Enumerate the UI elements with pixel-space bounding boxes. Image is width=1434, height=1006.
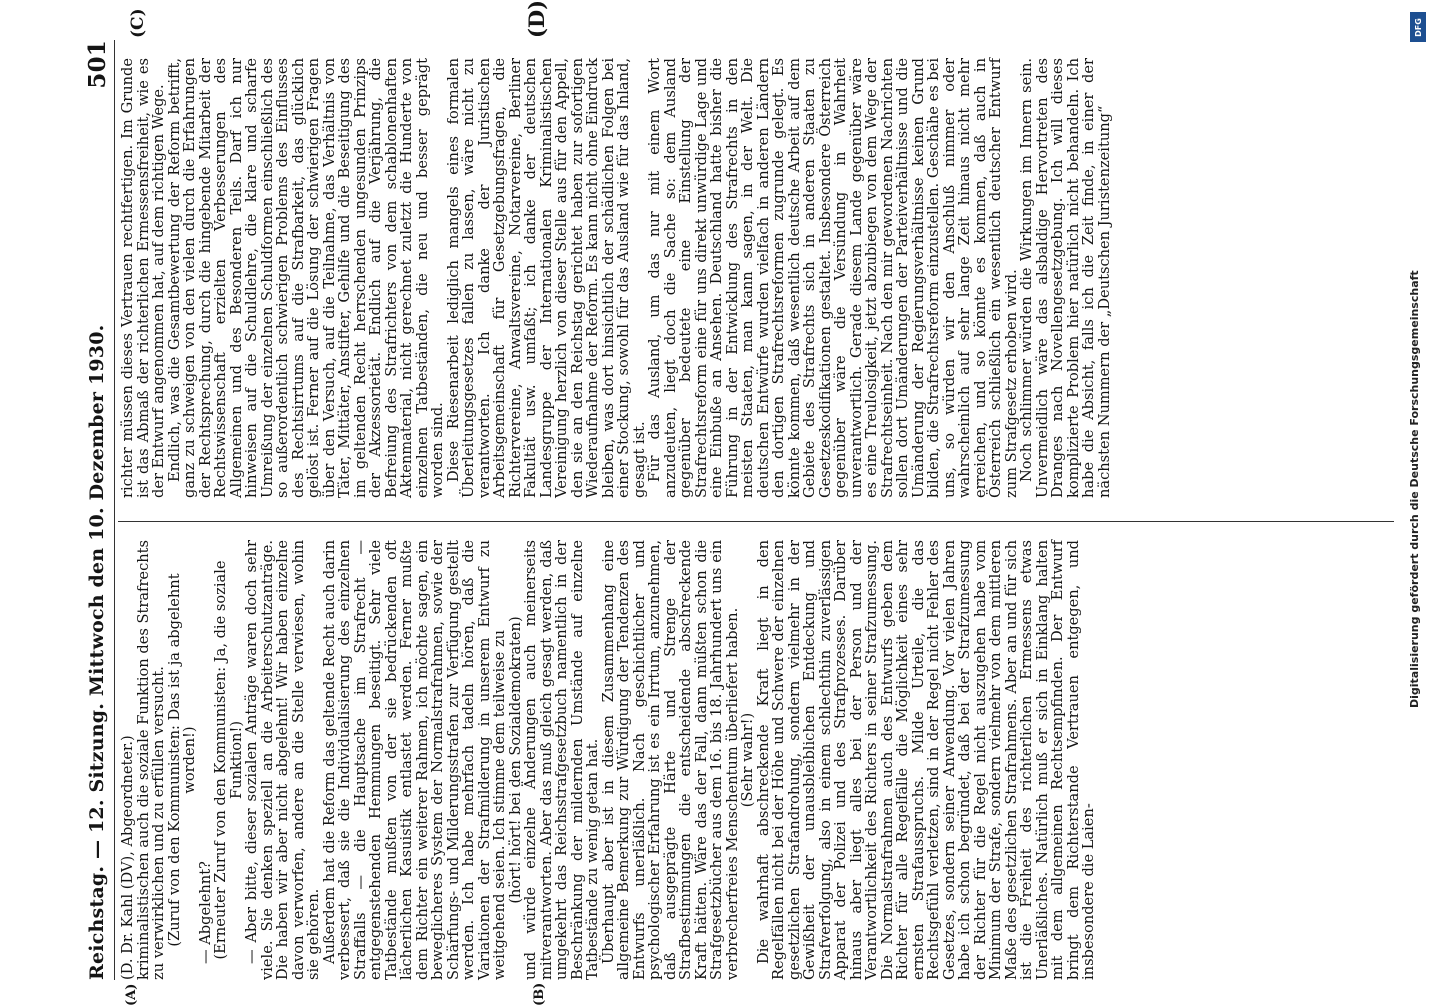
paragraph: — Abgelehnt? (196, 861, 214, 964)
dfg-logo-text: DFG (1413, 17, 1423, 37)
paragraph: Die wahrhaft abschreckende Kraft liegt in den Regelfällen nicht bei der Höhe und Schwere der einzelnen gesetzlichen Strafandrohung, sondern vielmehr in der Gewißheit der unausbleiblichen Entdeckung und Strafverfolgung, also in einem schlechthin zuverlässigen Apparat der Polizei und des Strafprozesses. Darüber hinaus aber liegt alles bei der Person und der Verantwortlichkeit des Richters in seiner Strafzumessung. Die Normalstrafrahmen auch des Entwurfs geben dem Richter für alle Regelfälle die Möglichkeit eines sehr ernsten Strafausspruchs. Milde Urteile, die das Rechtsgefühl verletzen, sind in der Regel nicht Fehler des Gesetzes, sondern seiner Anwendung. Vor vielen Jahren habe ich schon begründet, daß bei der Strafzumessung der Richter für die Regel nicht auszugehen habe vom Minimum der Strafe, sondern vielmehr von dem mittleren Maße des gesetzlichen Strafrahmens. Aber an und für sich ist die Freiheit des richterlichen Ermessens etwas Unerläßliches. Natürlich muß er sich in Einklang halten mit dem allgemeinen Rechtsempfinden. Der Entwurf bringt dem Richterstande Vertrauen entgegen, und insbesondere die Laien- (754, 540, 1097, 980)
column-divider (118, 521, 1394, 522)
margin-marker-c: (C) (128, 8, 148, 38)
margin-marker-b: (B) (532, 982, 547, 1006)
page-number: 501 (84, 40, 111, 89)
header-rule (114, 40, 115, 980)
paragraph: Überhaupt aber ist in diesem Zusammenhang eine allgemeine Bemerkung zur Würdigung der Tendenzen des Entwurfs unerläßlich. Nach geschichtlicher und psychologischer Erfahrung ist es ein Irrtum, anzunehmen, daß ausgeprägte Härte und Strenge der Strafbestimmungen die entscheidende abschreckende Kraft hätten. Wäre das der Fall, dann müßten schon die Strafgesetzbücher aus dem 16. bis 18. Jahrhundert uns ein verbrecherfreies Menschentum überliefert haben. (599, 540, 741, 980)
paragraph: Noch schlimmer würden die Wirkungen im Innern sein. Unvermeidlich wäre das alsbaldige Hervortreten des Dranges nach Novellengesetzgebung. Ich will dieses komplizierte Problem hier natürlich nicht behandeln. Ich habe die Absicht, falls ich die Zeit finde, in einer der nächsten Nummern der „Deutschen Juristenzeitung“ (1018, 58, 1113, 498)
running-header (86, 40, 112, 980)
paragraph: Endlich, was die Gesamtbewertung der Reform betrifft, ganz zu schweigen von den vielen durch die Erfahrungen der Rechtsprechung, durch die hingebende Mitarbeit der Rechtswissenschaft erzielten Verbesserungen des Allgemeinen und des Besonderen Teils. Darf ich nur hinweisen auf die Schuldlehre, die klare und scharfe Umreißung der einzelnen Schuldformen einschließlich des so außerordentlich schwierigen Problems des Einflusses des Rechtsirrtums auf die Strafbarkeit, das glücklich gelöst ist. Ferner auf die Lösung der schwierigen Fragen über den Versuch, auf die Teilnahme, das Verhältnis von Täter, Mittäter, Anstifter, Gehilfe und die Beseitigung des im geltenden Recht herrschenden ungesunden Prinzips der Akzessorietät. Endlich auf die Verjährung, die Befreiung des Strafrichters von dem schablonenhaften Aktenmaterial, nicht gerechnet zuletzt die Hunderte von einzelnen Tatbeständen, die neu und besser geprägt worden sind. (165, 58, 446, 498)
paragraph: — Aber bitte, dieser sozialen Anträge waren doch sehr viele. Sie denken speziell an die Arbeiterschutzanträge. Die haben wir aber nicht abgelehnt! Wir haben einzelne davon verworfen, andere an die Stelle verwiesen, wohin sie gehören. (243, 540, 322, 980)
document-page (80, 0, 1410, 1006)
margin-marker-d: (D) (524, 0, 549, 38)
paragraph: Außerdem hat die Reform das geltende Recht auch darin verbessert, daß sie die Individualisierung des einzelnen Straffalls — die Hauptsache im Strafrecht — entgegenstehenden Hemmungen beseitigt. Sehr viele Tatbestände mußten von der sie bedrückenden oft lächerlichen Kasuistik entlastet werden. Ferner mußte dem Richter ein weiterer Rahmen, ich möchte sagen, ein beweglicheres System der Normalstrafrahmen, sowie der Schärfungs- und Milderungsstrafen zur Verfügung gestellt werden. Ich habe mehrfach tadeln hören, daß die Variationen der Strafmilderung in unserem Entwurf zu weitgehend seien. Ich stimme dem teilweise zu (320, 540, 508, 980)
paragraph: und würde einzelne Änderungen auch meinerseits mitverantworten. Aber das muß gleich gesagt werden, daß umgekehrt das Reichsstrafgesetzbuch namentlich in der Beschränkung der mildernden Umstände auf einzelne Tatbestände zu wenig getan hat. (522, 540, 601, 980)
paragraph: richter müssen dieses Vertrauen rechtfertigen. Im Grunde ist das Abmaß der richterlichen Ermessensfreiheit, wie es der Entwurf angenommen hat, auf dem richtigen Wege. (119, 58, 167, 498)
interjection: (Sehr wahr!) (739, 712, 756, 808)
column-left (120, 540, 1097, 980)
margin-marker-a: (A) (124, 983, 139, 1006)
paragraph: kriminalistischen auch die soziale Funktion des Strafrechts zu verwirklichen und zu erfüllen versucht. (134, 540, 167, 980)
digitization-text: Digitalisierung gefördert durch die Deutsche Forschungsgemeinschaft (1408, 270, 1421, 708)
speaker-line: (D. Dr. Kahl (DV), Abgeordneter.) (119, 735, 136, 980)
interjection: (hört! hört! bei den Sozialdemokraten) (506, 616, 524, 904)
digitization-note (1408, 8, 1428, 988)
header-title: Reichstag. — 12. Sitzung. Mittwoch den 10. Dezember 1930. (86, 324, 108, 980)
column-right (120, 58, 1112, 498)
paragraph: Für das Ausland, um das nur mit einem Wort anzudeuten, liegt doch die Sache so: dem Ausland gegenüber bedeutete eine Einstellung der Strafrechtsreform eine für uns direkt unwürdige Lage und eine Einbuße an Ansehen. Deutschland hatte bisher die Führung in der Entwicklung des Strafrechts in den meisten Staaten, man kann sagen, in der Welt. Die deutschen Entwürfe wurden vielfach in anderen Ländern den dortigen Strafrechtsreformen zugrunde gelegt. Es könnte kommen, daß wesentlich deutsche Arbeit auf dem Gebiete des Strafrechts sich in anderen Staaten zu Gesetzeskodifikationen gestaltet. Insbesondere Österreich gegenüber wäre die Versündung in Wahrheit unverantwortlich. Gerade diesem Lande gegenüber wäre es eine Treulosigkeit, jetzt abzubiegen von dem Wege der Strafrechtseinheit. Nach den mir gewordenen Nachrichten sollen dort Umänderungen der Parteiverhältnisse und die Umänderung der Regierungsverhältnisse keinen Grund bilden, die Strafrechtsreform einzustellen. Geschähe es bei uns, so würden wir den Anschluß nimmer oder wahrscheinlich auf sehr lange Zeit hinaus nicht mehr erreichen, und so könnte es kommen, daß auch in Österreich schließlich ein wesentlich deutscher Entwurf zum Strafgesetz erhoben wird. (646, 58, 1020, 498)
interjection: (Zuruf von den Kommunisten: Das ist ja abgelehnt worden!) (165, 573, 198, 947)
dfg-logo (1410, 12, 1426, 42)
paragraph: Diese Riesenarbeit lediglich mangels eines formalen Überleitungsgesetzes fallen zu lassen, wäre nicht zu verantworten. Ich danke der Juristischen Arbeitsgemeinschaft für Gesetzgebungsfragen, die Richtervereine, Anwaltsvereine, Notarvereine, Berliner Fakultät usw. umfaßt; ich danke der deutschen Landesgruppe der Internationalen Kriminalistischen Vereinigung herzlich von dieser Stelle aus für den Appell, den sie an den Reichstag gerichtet haben zur sofortigen Wiederaufnahme der Reform. Es kann nicht ohne Eindruck bleiben, was dort hinsichtlich der schädlichen Folgen bei einer Stockung, sowohl für das Ausland wie für das Inland, gesagt ist. (444, 58, 648, 498)
interjection: (Erneuter Zuruf von den Kommunisten: Ja, die soziale Funktion!) (212, 560, 245, 960)
